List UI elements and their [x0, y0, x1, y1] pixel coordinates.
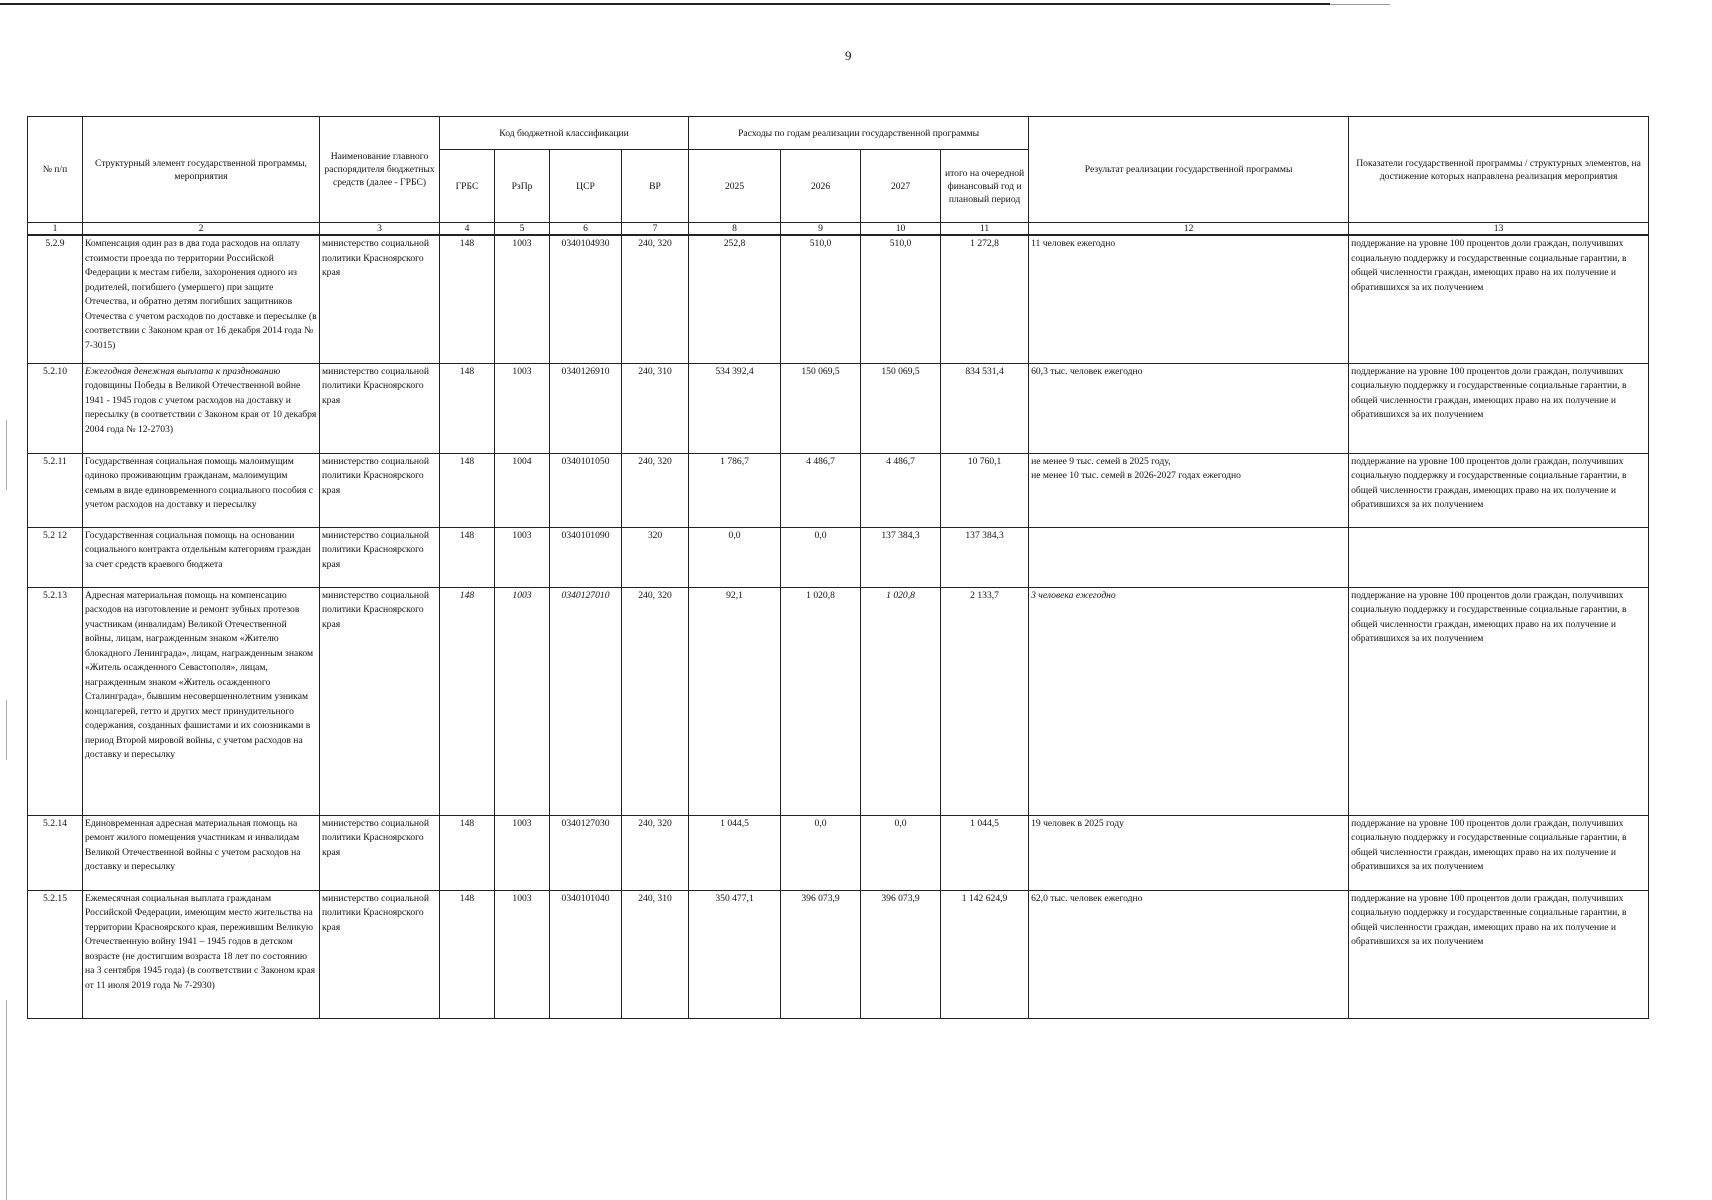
row-total: 10 760,1	[941, 453, 1029, 527]
row-vr: 320	[622, 527, 689, 587]
col-number: 8	[689, 223, 781, 236]
table-row	[28, 363, 1649, 453]
scan-top-rule	[0, 3, 1330, 5]
col-number: 13	[1349, 223, 1649, 236]
row-vr: 240, 310	[622, 890, 689, 1018]
row-2027: 137 384,3	[861, 527, 941, 587]
row-2027: 510,0	[861, 235, 941, 363]
row-2025: 92,1	[689, 587, 781, 815]
row-grbs: 148	[440, 587, 495, 815]
row-grbs-name: министерство социальной политики Красноярского края	[320, 527, 440, 587]
row-2027: 1 020,8	[861, 587, 941, 815]
row-csr: 0340101040	[550, 890, 622, 1018]
row-rzpr: 1004	[495, 453, 550, 527]
row-vr: 240, 320	[622, 587, 689, 815]
row-rzpr: 1003	[495, 587, 550, 815]
row-csr: 0340104930	[550, 235, 622, 363]
col-number: 6	[550, 223, 622, 236]
row-grbs-name: министерство социальной политики Красноярского края	[320, 890, 440, 1018]
row-rzpr: 1003	[495, 363, 550, 453]
header-indicators: Показатели государственной программы / структурных элементов, на достижение которых направлена реализация мероприятия	[1349, 117, 1649, 223]
row-total: 1 272,8	[941, 235, 1029, 363]
row-element: Адресная материальная помощь на компенсацию расходов на изготовление и ремонт зубных протезов участникам (инвалидам) Великой Отечественной войны, лицам, награжденным знаком «Жителю блокадного Ленинграда», лицам, награжденным знаком «Житель осажденного Севастополя», лицам, награжденным знаком «Житель осажденного Сталинграда», бывшим несовершеннолетним узникам концлагерей, гетто и других мест принудительного содержания, созданных фашистами и их союзниками в период Второй мировой войны, с учетом расходов на доставку и пересылку	[83, 587, 320, 815]
row-result: 11 человек ежегодно	[1029, 235, 1349, 363]
row-grbs-name: министерство социальной политики Красноярского края	[320, 587, 440, 815]
header-total: итого на очередной финансовый год и плановый период	[941, 150, 1029, 223]
row-vr: 240, 320	[622, 453, 689, 527]
row-num: 5.2.15	[28, 890, 83, 1018]
row-num: 5.2.10	[28, 363, 83, 453]
row-rzpr: 1003	[495, 890, 550, 1018]
row-grbs: 148	[440, 363, 495, 453]
row-rzpr: 1003	[495, 235, 550, 363]
row-csr: 0340101050	[550, 453, 622, 527]
col-number: 4	[440, 223, 495, 236]
col-number: 2	[83, 223, 320, 236]
row-num: 5.2.13	[28, 587, 83, 815]
program-table	[27, 116, 1649, 1019]
row-result-line: не менее 10 тыс. семей в 2026-2027 годах ежегодно	[1031, 470, 1241, 481]
row-result: 19 человек в 2025 году	[1029, 815, 1349, 890]
row-2026: 150 069,5	[781, 363, 861, 453]
header-grbs: ГРБС	[440, 150, 495, 223]
row-csr: 0340126910	[550, 363, 622, 453]
table-row	[28, 815, 1649, 890]
header-rzpr: РзПр	[495, 150, 550, 223]
table-row	[28, 235, 1649, 363]
row-element: Государственная социальная помощь малоимущим одиноко проживающим гражданам, малоимущим семьям в виде единовременного социального пособия с учетом расходов на доставку и пересылку	[83, 453, 320, 527]
row-indicator: поддержание на уровне 100 процентов доли граждан, получивших социальную поддержку и государственные социальные гарантии, в общей численности граждан, имеющих право на их получение и обратившихся за их получением	[1349, 587, 1649, 815]
header-vr: ВР	[622, 150, 689, 223]
row-vr: 240, 320	[622, 815, 689, 890]
row-2025: 252,8	[689, 235, 781, 363]
table-row	[28, 453, 1649, 527]
row-indicator: поддержание на уровне 100 процентов доли граждан, получивших социальную поддержку и государственные социальные гарантии, в общей численности граждан, имеющих право на их получение и обратившихся за их получением	[1349, 890, 1649, 1018]
row-grbs: 148	[440, 815, 495, 890]
col-number: 12	[1029, 223, 1349, 236]
row-csr: 0340127030	[550, 815, 622, 890]
row-result	[1029, 453, 1349, 527]
row-total: 2 133,7	[941, 587, 1029, 815]
row-indicator: поддержание на уровне 100 процентов доли граждан, получивших социальную поддержку и государственные социальные гарантии, в общей численности граждан, имеющих право на их получение и обратившихся за их получением	[1349, 363, 1649, 453]
row-2027: 0,0	[861, 815, 941, 890]
row-indicator: поддержание на уровне 100 процентов доли граждан, получивших социальную поддержку и государственные социальные гарантии, в общей численности граждан, имеющих право на их получение и обратившихся за их получением	[1349, 453, 1649, 527]
row-element-italic: Ежегодная денежная выплата к празднованию	[85, 365, 281, 377]
row-grbs: 148	[440, 235, 495, 363]
row-grbs-name: министерство социальной политики Красноярского края	[320, 235, 440, 363]
row-grbs: 148	[440, 527, 495, 587]
row-total: 834 531,4	[941, 363, 1029, 453]
row-rzpr: 1003	[495, 815, 550, 890]
row-total: 137 384,3	[941, 527, 1029, 587]
row-grbs-name: министерство социальной политики Красноярского края	[320, 453, 440, 527]
table-row	[28, 527, 1649, 587]
row-element: Компенсация один раз в два года расходов на оплату стоимости проезда по территории Российской Федерации к местам гибели, захоронения одного из родителей, погибшего (умершего) при защите Отечества, и обратно детям погибших защитников Отечества с учетом расходов по доставке и пересылке (в соответствии с Законом края от 16 декабря 2014 года № 7-3015)	[83, 235, 320, 363]
scan-left-mark	[6, 420, 7, 490]
row-2026: 4 486,7	[781, 453, 861, 527]
column-number-row	[28, 223, 1649, 236]
row-result: 3 человека ежегодно	[1029, 587, 1349, 815]
row-2025: 534 392,4	[689, 363, 781, 453]
row-2027: 4 486,7	[861, 453, 941, 527]
row-num: 5.2 12	[28, 527, 83, 587]
col-number: 7	[622, 223, 689, 236]
row-num: 5.2.11	[28, 453, 83, 527]
header-2027: 2027	[861, 150, 941, 223]
header-2026: 2026	[781, 150, 861, 223]
header-result: Результат реализации государственной программы	[1029, 117, 1349, 223]
table-row	[28, 587, 1649, 815]
row-result-line: не менее 9 тыс. семей в 2025 году,	[1031, 455, 1171, 467]
row-indicator	[1349, 527, 1649, 587]
row-grbs: 148	[440, 890, 495, 1018]
row-grbs-name: министерство социальной политики Красноярского края	[320, 815, 440, 890]
row-total: 1 044,5	[941, 815, 1029, 890]
page-number: 9	[845, 48, 852, 63]
row-element: Ежемесячная социальная выплата гражданам Российской Федерации, имеющим место жительства на территории Красноярского края, пережившим Великую Отечественную войну 1941 – 1945 годов в детском возрасте (не достигшим возраста 18 лет по состоянию на 3 сентября 1945 года) (в соответствии с Законом края от 11 июля 2019 года № 7-2930)	[83, 890, 320, 1018]
scan-left-mark	[6, 1000, 7, 1200]
col-number: 11	[941, 223, 1029, 236]
row-element: Единовременная адресная материальная помощь на ремонт жилого помещения участникам и инвалидам Великой Отечественной войны с учетом расходов на доставку и пересылку	[83, 815, 320, 890]
row-2027: 150 069,5	[861, 363, 941, 453]
col-number: 5	[495, 223, 550, 236]
header-num: № п/п	[28, 117, 83, 223]
row-2026: 0,0	[781, 815, 861, 890]
row-element-rest: годовщины Победы в Великой Отечественной войне 1941 - 1945 годов с учетом расходов на доставку и пересылку (в соответствии с Законом края от 10 декабря 2004 года № 12-2703)	[85, 380, 317, 435]
row-2026: 0,0	[781, 527, 861, 587]
header-expenses: Расходы по годам реализации государственной программы	[689, 117, 1029, 150]
row-element	[83, 363, 320, 453]
row-num: 5.2.9	[28, 235, 83, 363]
row-2025: 1 786,7	[689, 453, 781, 527]
row-vr: 240, 310	[622, 363, 689, 453]
row-2026: 396 073,9	[781, 890, 861, 1018]
header-grbs-name: Наименование главного распорядителя бюджетных средств (далее - ГРБС)	[320, 117, 440, 223]
row-csr: 0340101090	[550, 527, 622, 587]
row-element: Государственная социальная помощь на основании социального контракта отдельным категориям граждан за счет средств краевого бюджета	[83, 527, 320, 587]
scan-top-rule-tail	[1330, 4, 1390, 5]
row-2025: 1 044,5	[689, 815, 781, 890]
row-2025: 350 477,1	[689, 890, 781, 1018]
row-vr: 240, 320	[622, 235, 689, 363]
header-2025: 2025	[689, 150, 781, 223]
row-indicator: поддержание на уровне 100 процентов доли граждан, получивших социальную поддержку и государственные социальные гарантии, в общей численности граждан, имеющих право на их получение и обратившихся за их получением	[1349, 235, 1649, 363]
row-2026: 510,0	[781, 235, 861, 363]
col-number: 10	[861, 223, 941, 236]
row-result	[1029, 527, 1349, 587]
row-result: 62,0 тыс. человек ежегодно	[1029, 890, 1349, 1018]
row-result: 60,3 тыс. человек ежегодно	[1029, 363, 1349, 453]
row-csr: 0340127010	[550, 587, 622, 815]
scan-left-mark	[6, 700, 7, 760]
row-grbs-name: министерство социальной политики Красноярского края	[320, 363, 440, 453]
row-2026: 1 020,8	[781, 587, 861, 815]
row-rzpr: 1003	[495, 527, 550, 587]
row-2027: 396 073,9	[861, 890, 941, 1018]
header-budget-code: Код бюджетной классификации	[440, 117, 689, 150]
row-2025: 0,0	[689, 527, 781, 587]
col-number: 1	[28, 223, 83, 236]
row-indicator: поддержание на уровне 100 процентов доли граждан, получивших социальную поддержку и государственные социальные гарантии, в общей численности граждан, имеющих право на их получение и обратившихся за их получением	[1349, 815, 1649, 890]
header-csr: ЦСР	[550, 150, 622, 223]
row-total: 1 142 624,9	[941, 890, 1029, 1018]
row-grbs: 148	[440, 453, 495, 527]
col-number: 3	[320, 223, 440, 236]
col-number: 9	[781, 223, 861, 236]
row-num: 5.2.14	[28, 815, 83, 890]
header-element: Структурный элемент государственной программы, мероприятия	[83, 117, 320, 223]
table-row	[28, 890, 1649, 1018]
